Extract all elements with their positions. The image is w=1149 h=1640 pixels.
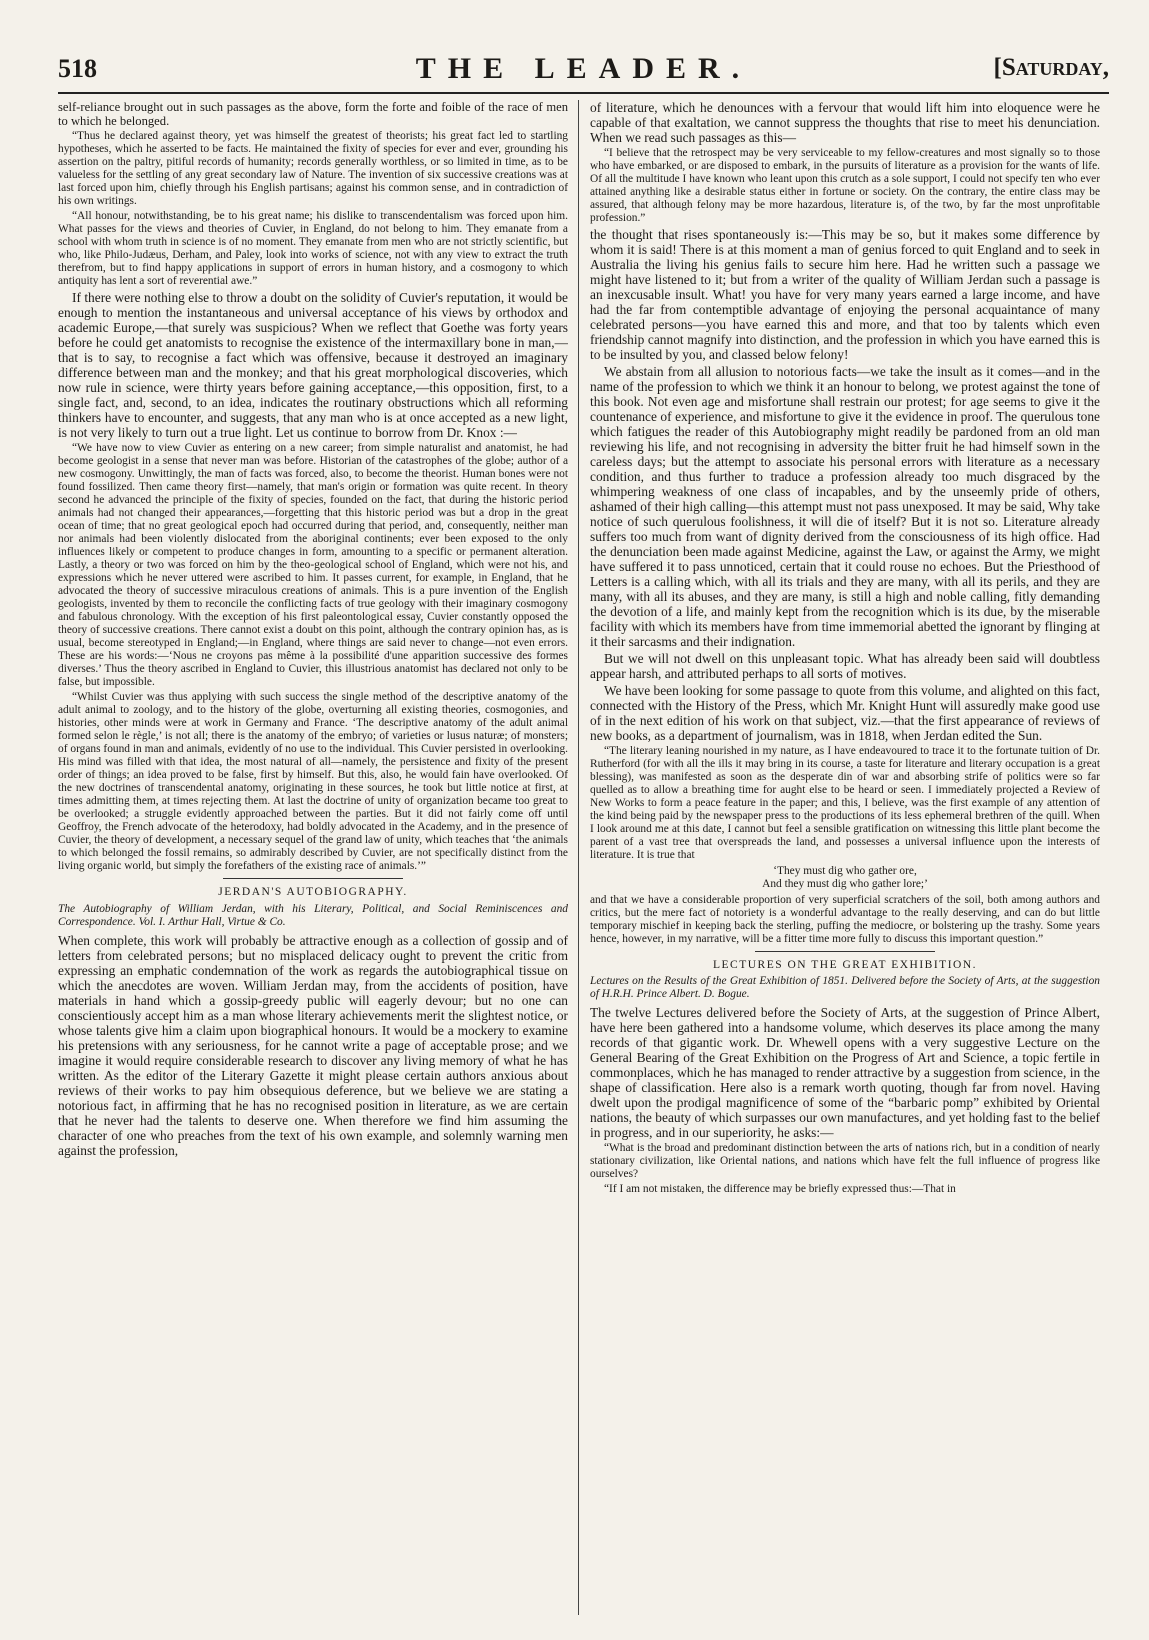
paragraph: If there were nothing else to throw a doubt on the solidity of Cuvier's reputation, it would be enough to mention the instantaneous and universal acceptance of his views by orthodox and academic Europe,—that surely was suspicious? When we reflect that Goethe was forty years before he could get anatomists to recognise the existence of the intermaxillary bone in man,—that is to say, to recognise a fact which was offensive, because it destroyed an imaginary difference between man and the monkey; and that his great morphological discoveries, which now rule in science, were thirty years before gaining acceptance,—this opposition, first, to a single fact, and, second, to an idea, indicates the routinary obstructions which all reforming thinkers have to encounter, and suggests, that any man who is at once accepted as a new light, is not very likely to turn out a true light. Let us continue to borrow from Dr. Knox :—	[58, 290, 568, 441]
paragraph: We abstain from all allusion to notorious facts—we take the insult as it comes—and in the name of the profession to which we think it an honour to belong, we protest against the tone of this book. Not even age and misfortune shall restrain our protest; for age seems to give it the countenance of experience, and misfortune to give it the evidence in proof. The querulous tone which fatigues the reader of this Autobiography might readily be pardoned from an old man reviewing his life, and not recognising in adversity the bitter fruit he had himself sown in the careless days; but the attempt to associate his personal errors with literature as a necessary condition, and thus further to traduce a profession already too much disgraced by the whimpering weakness of one class of incapables, and by the unseemly pride of others, ashamed of their high calling—this attempt must not pass unexposed. It may be said, Why take notice of such querulous foolishness, it will die of itself? But it is not so. Literature already suffers too much from want of dignity derived from the consciousness of its high office. Had the denunciation been made against Medicine, against the Law, or against the Army, we might have suffered it to pass unnoticed, certain that it could rouse no echoes. But the Priesthood of Letters is a calling which, with all its trials and they are many, with all its perils, and they are many, with all its abuses, and they are many, is still a high and noble calling, fitly demanding the devotion of a life, and mainly kept from the recognition which is its due, by the miserable facility with which its members have from time immemorial abetted the ignorant by flinging at it their sarcasms and their indignation.	[590, 364, 1100, 649]
page-number: 518	[58, 54, 97, 83]
column-rule	[578, 100, 579, 1615]
quotation: “Whilst Cuvier was thus applying with such success the single method of the descriptive anatomy of the adult animal to zoology, and to the history of the globe, overturning all existing theories, cosmogonies, and histories, other minds were at work in Germany and France. ‘The descriptive anatomy of the adult animal formed selon le règle,’ is not all; there is the anatomy of the embryo; of varieties or lusus naturæ; of monsters; of organs found in man and animals, evidently of no use to the individual. This Cuvier persisted in overlooking. His mind was filled with that idea, the most natural of all—namely, the persistence and fixity of the present order of things; an idea proved to be false, first by himself. But this, also, he would fain have overlooked. Of the new doctrines of transcendental anatomy, originating in these sources, he took but little notice at first, at times admitting them, at times rejecting them. At last the doctrine of unity of organization became too great to be overlooked; a struggle evidently approached between the parties. But it did not fairly come off until Geoffroy, the French advocate of the heterodoxy, had boldly advocated in the Academy, and in the presence of Cuvier, the theory of development, a necessary sequel of the grand law of unity, which teaches that ‘the animals to which belonged the fossil remains, so admirably described by Cuvier, are not specifically distinct from the living organic world, but simply the forefathers of the existing race of animals.’”	[58, 691, 568, 873]
book-citation: The Autobiography of William Jerdan, with his Literary, Political, and Social Reminiscences and Correspondence. Vol. I. Arthur Hall, Virtue & Co.	[58, 902, 568, 928]
article-heading-jerdan: JERDAN'S AUTOBIOGRAPHY.	[218, 886, 408, 899]
verse-quote	[590, 865, 1100, 891]
quotation: “What is the broad and predominant distinction between the arts of nations rich, but in a condition of nearly stationary civilization, like Oriental nations, and nations which have felt the full influence of progress like ourselves?	[590, 1142, 1100, 1181]
section-divider	[223, 878, 403, 879]
quotation: “If I am not mistaken, the difference may be briefly expressed thus:—That in	[604, 1183, 956, 1196]
quotation: “All honour, notwithstanding, be to his great name; his dislike to transcendentalism was forced upon him. What passes for the views and theories of Cuvier, in England, do not belong to him. They emanate from a school with whom truth in science is of no moment. They emanate from men who are not strictly scientific, but who, like Philo-Judæus, Derham, and Paley, look into works of science, not with any view to extract the truth therefrom, but to find happy applications in support of errors in human history, and a cosmogony to which antiquity has lent a sort of reverential awe.”	[58, 210, 568, 288]
quotation: “I believe that the retrospect may be very serviceable to my fellow-creatures and most signally so to those who have embarked, or are disposed to embark, in the pursuits of literature as a provision for the wants of life. Of all the multitude I have known who leant upon this crutch as a sole support, I could not specify ten who ever attained anything like a desirable status either in fortune or society. On the contrary, the entire class may be assured, that although felony may be more hazardous, literature is, of the two, by far the most unprofitable profession.”	[590, 147, 1100, 224]
newspaper-title: THE LEADER.	[415, 52, 752, 85]
verse-line: And they must dig who gather lore;’	[762, 878, 928, 890]
quotation: “We have now to view Cuvier as entering on a new career; from simple naturalist and anatomist, he had become geologist in a sense that never man was before. Historian of the catastrophes of the globe; author of a new cosmogony. Unwittingly, the man of facts was forced, also, to become the theorist. Human bones were not found fossilized. Then came theory first—namely, that man's origin or formation was quite recent. In theory second he advanced the principle of the fixity of species, founded on the fact, that during the historic period animals had not changed their appearances,—forgetting that this historic period was but a drop in the great ocean of time; that no great geological epoch had occurred during that period, and, consequently, neither man nor animals had been violently dislocated from the aboriginal continents; ever been exposed to the only influences likely or competent to produce changes in form, amounting to a specific or permanent alteration. Lastly, a theory or two was forced on him by the theo-geological school of England, which were not his, and expressions which he never uttered were ascribed to him. It passes current, for example, in England, that he advocated the theory of successive miraculous creations of animals. This is a pure invention of the English geologists, invented by them to reconcile the conflicting facts of true geology with their imaginary cosmogony and fabulous chronology. With the exception of his first paleontological essay, Cuvier constantly opposed the theory of successive creations. There cannot exist a doubt on this point, although the contrary opinion has, as is usual, become stereotyped in England;—in England, where things are said never to change—not even errors. These are his words:—‘Nous ne croyons pas même à la possibilité d'une apparition successive des formes diverses.’ Thus the theory ascribed in England to Cuvier, this illustrious anatomist has declared not only to be false, but impossible.	[58, 442, 568, 689]
issue-day: [Saturday,	[993, 54, 1109, 81]
right-column	[590, 100, 1100, 1620]
article-heading-exhibition: LECTURES ON THE GREAT EXHIBITION.	[712, 959, 978, 971]
paragraph: of literature, which he denounces with a fervour that would lift him into eloquence were he capable of that exaltation, we cannot suppress the thoughts that rise to meet his denunciation. When we read such passages as this—	[590, 100, 1100, 145]
paragraph: The twelve Lectures delivered before the Society of Arts, at the suggestion of Prince Albert, have here been gathered into a handsome volume, which deserves its place among the many records of that gigantic work. Dr. Whewell opens with a very suggestive Lecture on the General Bearing of the Great Exhibition on the Progress of Art and Science, a topic fertile in commonplaces, which he has managed to render attractive by a suggestion from science, in the shape of classification. Here also is a remark worth quoting, though far from novel. Having dwelt upon the prodigal magnificence of some of the “barbaric pomp” exhibited by Oriental nations, the beauty of which surpasses our own manufactures, and yet holding fast to the belief in progress, and in our superiority, he asks:—	[590, 1005, 1100, 1141]
paragraph: When complete, this work will probably be attractive enough as a collection of gossip and of letters from celebrated persons; but no misplaced delicacy ought to prevent the critic from expressing an emphatic condemnation of the work as regards the autobiographical tissue on which the anecdotes are woven. William Jerdan may, from the accidents of position, have materials in hand which a gossip-greedy public will eagerly devour; but no one can conscientiously accept him as a man whose literary achievements merit the slightest notice, or whose talents give him a claim upon biographical honours. It would be a mockery to examine his pretensions with any seriousness, for he cannot write a page of acceptable prose; and we imagine it would require considerable research to discover any living memory of what he has written. As the editor of the Literary Gazette it might please certain authors anxious about reviews of their works to pay him obsequious deference, but we believe we are stating a notorious fact, in affirming that he has no recognised position in literature, as we are certain that he never had the talents to deserve one. When therefore we find him assuming the character of one who preaches from the text of his own example, and solemnly warning men against the profession,	[58, 932, 568, 1158]
verse-line: ‘They must dig who gather ore,	[773, 865, 917, 877]
paragraph: We have been looking for some passage to quote from this volume, and alighted on this fact, connected with the History of the Press, which Mr. Knight Hunt will assuredly make good use of in the next edition of his work on that subject, viz.—that the first appearance of reviews of new books, as a department of journalism, was in 1818, when Jerdan edited the Sun.	[590, 683, 1100, 743]
left-column	[58, 100, 568, 1620]
paragraph: self-reliance brought out in such passages as the above, form the forte and foible of the race of men to which he belonged.	[58, 100, 568, 129]
quotation: and that we have a considerable proportion of very superficial scratchers of the soil, both among authors and critics, but the mere fact of notoriety is a wonderful advantage to the really deserving, and can do but little temporary mischief in keeping back the sterling, puffing the mediocre, or bolstering up the trashy. Some years hence, however, in my narrative, will be a fitter time more fully to discuss this important question.”	[590, 894, 1100, 945]
book-citation: Lectures on the Results of the Great Exhibition of 1851. Delivered before the Society of Arts, at the suggestion of H.R.H. Prince Albert. D. Bogue.	[590, 975, 1100, 1001]
masthead	[58, 48, 1109, 94]
paragraph: But we will not dwell on this unpleasant topic. What has already been said will doubtless appear harsh, and attributed perhaps to all sorts of motives.	[590, 651, 1100, 681]
paragraph: the thought that rises spontaneously is:—This may be so, but it makes some difference by whom it is said! There is at this moment a man of genius forced to quit England and to seek in Australia the living his genius fails to secure him here. Had he written such a passage we might have listened to it; but from a writer of the quality of William Jerdan such a passage is an inexcusable insult. What! you have for very many years earned a large income, and have had the far from contemptible advantage of enjoying the personal acquaintance of many celebrated persons—you have earned this and more, and that too by talents which even friendship cannot magnify into distinction, and the profession in which you have earned this is to be insulted by you, and classed below felony!	[590, 227, 1100, 362]
section-divider	[755, 951, 935, 952]
quotation: “Thus he declared against theory, yet was himself the greatest of theorists; his great fact led to startling hypotheses, which he asserted to be facts. He maintained the fixity of species for ever and ever, grounding his assertion on the paltry, pitiful records of humanity; records generally worthless, or so limited in time, as to be valueless for the settling of any great secondary law of Nature. The invention of six successive creations was at last forced upon him, chiefly through his English partisans; against his common sense, and in contradiction of his own writings.	[58, 130, 568, 208]
quotation: “The literary leaning nourished in my nature, as I have endeavoured to trace it to the fortunate tuition of Dr. Rutherford (for with all the ills it may bring in its course, a taste for literature and literary occupation is a great blessing), was manifested as soon as the desperate din of war and absorbing strife of politics were so far quelled as to allow a breathing time for aught else to be heard or seen. I immediately projected a Review of New Works to form a peace feature in the paper; and this, I believe, was the first example of any attention of the kind being paid by the newspaper press to the productions of its less ephemeral brethren of the quill. When I look around me at this date, I cannot but feel a sensible gratification on witnessing this little plant become the parent of a vast tree that overspreads the land, and possesses a universal influence upon the interests of literature. It is true that	[590, 745, 1100, 861]
